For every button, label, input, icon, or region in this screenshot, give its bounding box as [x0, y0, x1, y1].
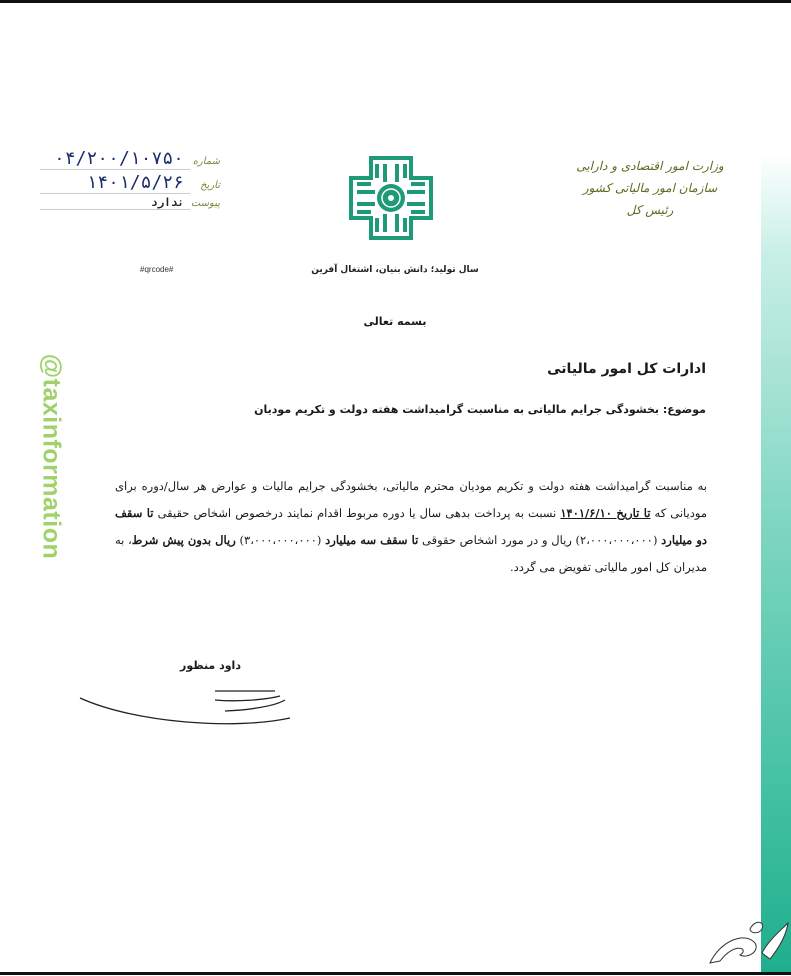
- recipient: ادارات کل امور مالیاتی: [547, 361, 706, 377]
- signature-icon: [75, 678, 315, 738]
- letter-meta: [40, 148, 220, 220]
- body-part: به مناسبت گرامیداشت هفته دولت و تکریم مودیان محترم مالیاتی، بخشودگی جرایم مالیات و عوارض هر سال/دوره برای مودیانی که: [115, 479, 707, 520]
- signer-name: داود منظور: [180, 659, 241, 672]
- tax-organization-logo-icon: [349, 156, 433, 240]
- title-line: رئیس کل: [626, 203, 674, 217]
- attachment-row: [40, 196, 220, 220]
- date-value: ۱۴۰۱/۵/۲۶: [40, 172, 190, 194]
- body-bold: ریال بدون پیش شرط: [131, 533, 236, 547]
- body-part: ، به مدیران کل امور مالیاتی تفویض می گردد.: [115, 533, 707, 574]
- body-bold: تا سقف سه میلیارد: [325, 533, 419, 547]
- channel-watermark: [33, 325, 69, 587]
- organization-line: سازمان امور مالیاتی کشور: [582, 181, 718, 195]
- bismillah: بسمه تعالی: [363, 315, 427, 328]
- number-label: شماره: [192, 156, 220, 167]
- channel-handle: @taxinformation: [37, 353, 66, 559]
- attachment-value: ندارد: [40, 196, 190, 210]
- aavineh-logo-icon: [700, 901, 790, 976]
- letter-page: [0, 3, 791, 972]
- body-bold: تا سقف دو میلیارد: [115, 506, 707, 547]
- letter-body: [115, 473, 707, 581]
- ministry-line: وزارت امور اقتصادی و دارایی: [576, 159, 724, 173]
- ministry-header: [560, 155, 740, 221]
- body-part: (۲،۰۰۰،۰۰۰،۰۰۰) ریال و در مورد اشخاص حقوقی: [418, 533, 662, 547]
- year-slogan: سال تولید؛ دانش بنیان، اشتغال آفرین: [311, 265, 479, 275]
- body-part: (۳،۰۰۰،۰۰۰،۰۰۰): [235, 533, 326, 547]
- subject-line: موضوع: بخشودگی جرایم مالیاتی به مناسبت گرامیداشت هفته دولت و تکریم مودیان: [254, 403, 706, 416]
- attachment-label: پیوست: [190, 198, 220, 209]
- date-label: تاریخ: [200, 180, 220, 191]
- number-value: ۰۴/۲۰۰/۱۰۷۵۰: [40, 148, 190, 170]
- teal-edge-strip: [761, 153, 791, 975]
- qrcode-placeholder: #qrcode#: [140, 265, 174, 274]
- number-row: [40, 148, 220, 172]
- body-part: نسبت به پرداخت بدهی سال یا دوره مربوط اقدام نمایند درخصوص اشخاص حقیقی: [153, 506, 561, 520]
- date-row: [40, 172, 220, 196]
- deadline-underlined: تا تاریخ ۱۴۰۱/۶/۱۰: [560, 506, 651, 520]
